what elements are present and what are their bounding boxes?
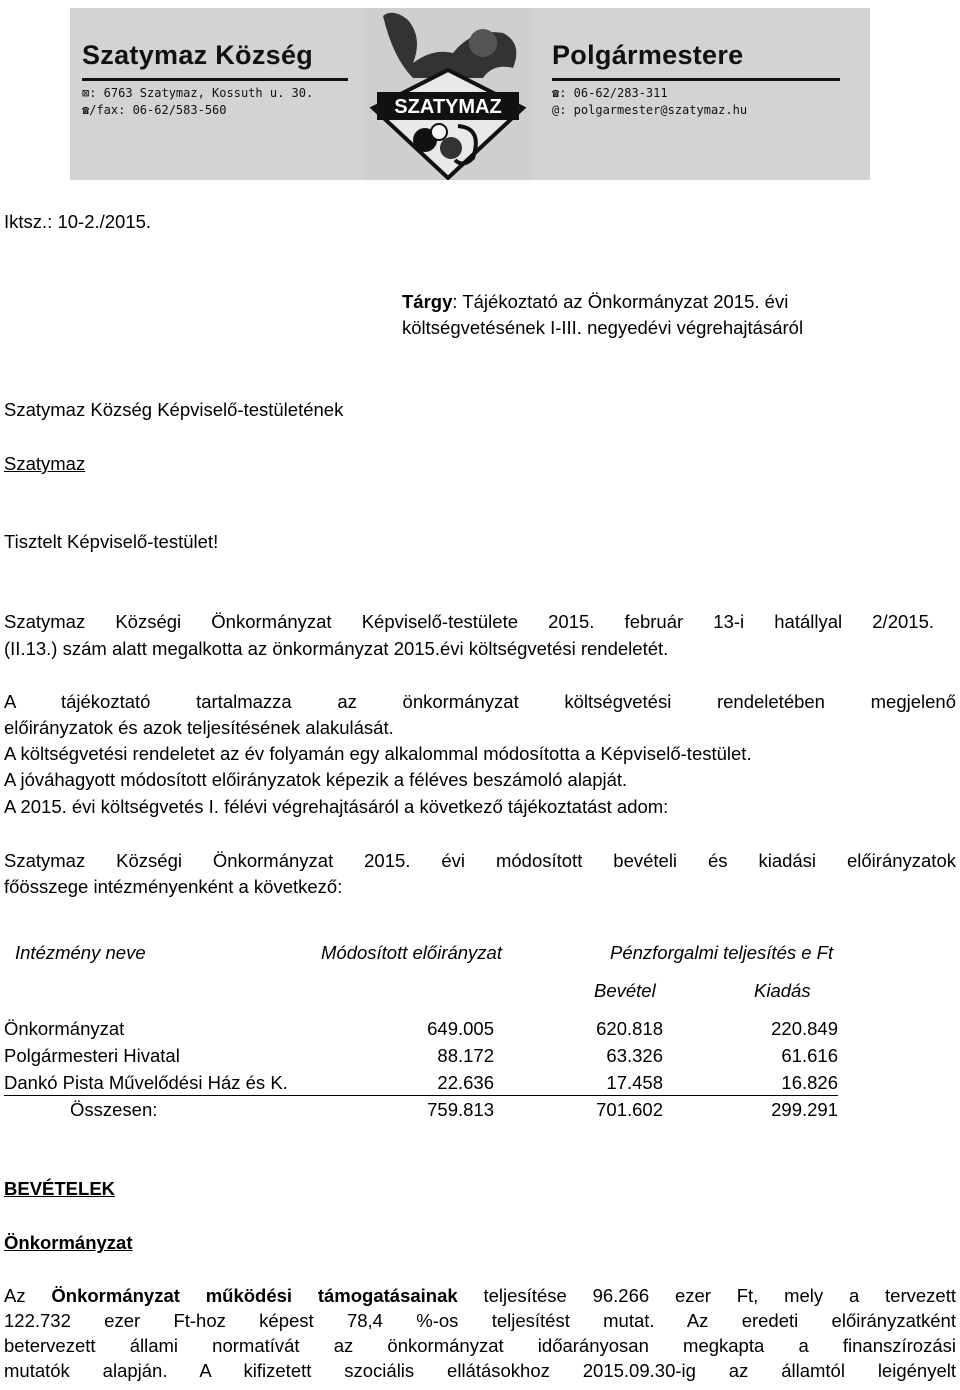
- paragraph-2-line-5: A 2015. évi költségvetés I. félévi végrehajtásáról a következő tájékoztatást adom:: [4, 796, 669, 817]
- letterhead-right-title: Polgármestere: [552, 40, 744, 70]
- table-row-revenue: 620.818: [596, 1018, 663, 1039]
- table-total-rule: [4, 1095, 838, 1096]
- section-heading-municipality: Önkormányzat: [4, 1232, 133, 1253]
- paragraph-2-line-1: A tájékoztató tartalmazza az önkormányzat költségvetési rendeletében megjelenő: [4, 691, 956, 712]
- salutation: Tisztelt Képviselő-testület!: [4, 531, 219, 552]
- addressee-line-1: Szatymaz Község Képviselő-testületének: [4, 399, 344, 420]
- table-header-revenue: Bevétel: [594, 980, 656, 1001]
- coat-of-arms-logo: [363, 8, 533, 180]
- table-row-name: Dankó Pista Művelődési Ház és K.: [4, 1072, 288, 1093]
- table-row-modified: 88.172: [437, 1045, 494, 1066]
- paragraph-4-line-4: mutatók alapján. A kifizetett szociális ellátásokhoz 2015.09.30-ig az államtól leigényelt: [4, 1360, 956, 1381]
- letterhead-mayor-email: @: polgarmester@szatymaz.hu: [552, 103, 748, 117]
- paragraph-4-line-1: [4, 1284, 956, 1309]
- table-row-modified: 649.005: [427, 1018, 494, 1039]
- paragraph-4-prefix: Az: [4, 1285, 52, 1306]
- table-total-modified: 759.813: [427, 1099, 494, 1120]
- subject-label: Tárgy: [402, 291, 453, 312]
- table-header-cashflow: Pénzforgalmi teljesítés e Ft: [610, 942, 834, 963]
- table-row-expenditure: 16.826: [781, 1072, 838, 1093]
- subject-line-1: [402, 290, 788, 314]
- paragraph-1-line-2: (II.13.) szám alatt megalkotta az önkormányzat 2015.évi költségvetési rendeletét.: [4, 638, 669, 659]
- table-row-expenditure: 61.616: [781, 1045, 838, 1066]
- paragraph-4-line-2: 122.732 ezer Ft-hoz képest 78,4 %-os teljesítést mutat. Az eredeti előirányzatként: [4, 1310, 956, 1331]
- letterhead-left-title: Szatymaz Község: [82, 40, 314, 70]
- letterhead-left-rule: [82, 78, 348, 81]
- reference-number: Iktsz.: 10-2./2015.: [4, 211, 152, 232]
- table-header-expenditure: Kiadás: [754, 980, 811, 1001]
- paragraph-4-suffix: teljesítése 96.266 ezer Ft, mely a tervezett: [457, 1285, 956, 1306]
- letterhead: [70, 8, 870, 180]
- table-header-institution: Intézmény neve: [15, 942, 146, 963]
- table-total-expenditure: 299.291: [771, 1099, 838, 1120]
- letterhead-address: ⊠: 6763 Szatymaz, Kossuth u. 30.: [82, 86, 314, 100]
- letterhead-phone-fax: ☎/fax: 06-62/583-560: [82, 103, 227, 117]
- table-total-label: Összesen:: [70, 1099, 158, 1120]
- table-row-name: Önkormányzat: [4, 1018, 125, 1039]
- crest-text: SZATYMAZ: [394, 96, 502, 118]
- paragraph-4-bold: Önkormányzat működési támogatásainak: [51, 1285, 458, 1306]
- paragraph-1-line-1: Szatymaz Községi Önkormányzat Képviselő-testülete 2015. február 13-i hatállyal 2/2015.: [4, 611, 934, 632]
- paragraph-4-line-3: betervezett állami normatívát az önkormányzat időarányosan megkapta a finanszírozási: [4, 1335, 956, 1356]
- paragraph-2-line-4: A jóváhagyott módosított előirányzatok képezik a féléves beszámoló alapját.: [4, 769, 628, 790]
- addressee-line-2: Szatymaz: [4, 453, 86, 474]
- table-header-modified: Módosított előirányzat: [321, 942, 502, 963]
- table-row-expenditure: 220.849: [771, 1018, 838, 1039]
- table-row-modified: 22.636: [437, 1072, 494, 1093]
- table-row-name: Polgármesteri Hivatal: [4, 1045, 180, 1066]
- letterhead-right-rule: [552, 78, 840, 81]
- subject-line-2: költségvetésének I-III. negyedévi végrehajtásáról: [402, 317, 804, 338]
- letterhead-mayor-phone: ☎: 06-62/283-311: [552, 86, 668, 100]
- paragraph-3-line-2: főösszege intézményenként a következő:: [4, 876, 343, 897]
- table-total-revenue: 701.602: [596, 1099, 663, 1120]
- paragraph-2-line-3: A költségvetési rendeletet az év folyamán egy alkalommal módosította a Képviselő-testület.: [4, 743, 752, 764]
- paragraph-2-line-2: előirányzatok és azok teljesítésének alakulását.: [4, 717, 394, 738]
- table-row-revenue: 63.326: [606, 1045, 663, 1066]
- section-heading-revenues: BEVÉTELEK: [4, 1178, 116, 1199]
- paragraph-3-line-1: Szatymaz Községi Önkormányzat 2015. évi módosított bevételi és kiadási előirányzatok: [4, 850, 956, 871]
- subject-text-1: : Tájékoztató az Önkormányzat 2015. évi: [452, 291, 789, 312]
- table-row-revenue: 17.458: [606, 1072, 663, 1093]
